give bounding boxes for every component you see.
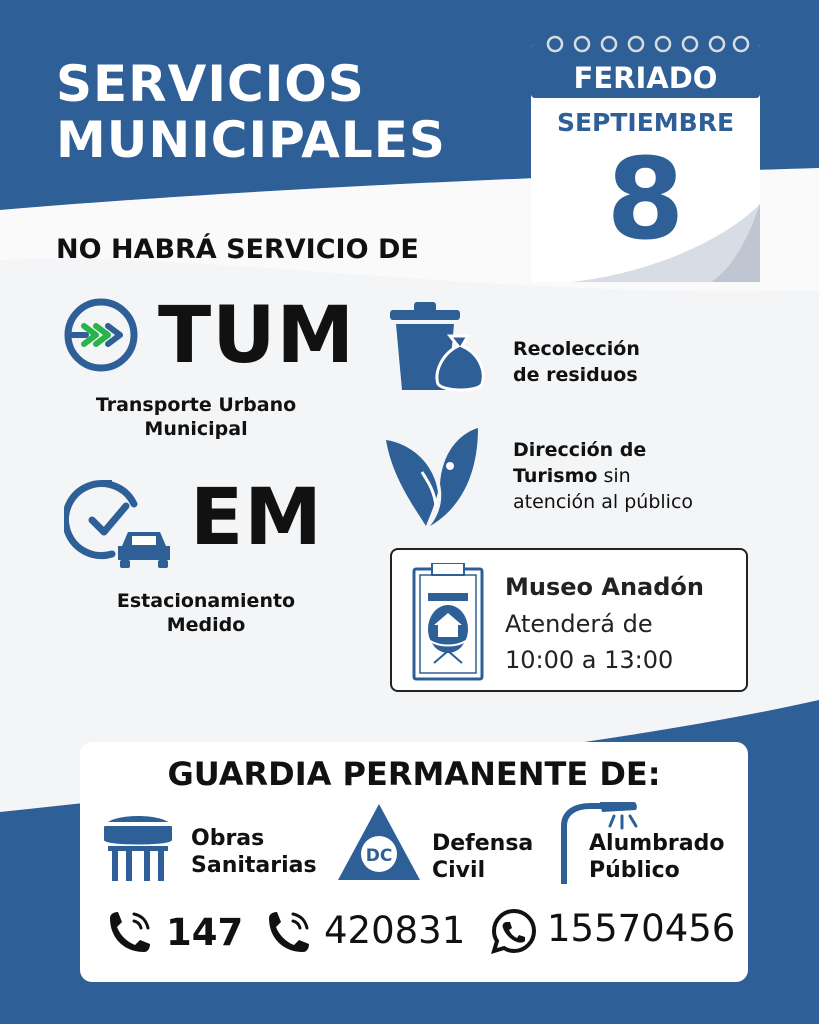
guardia-heading: GUARDIA PERMANENTE DE: [167,755,661,793]
obras-line-2: Sanitarias [191,853,317,878]
phone-number-147[interactable]: 147 [166,911,244,954]
tum-caption [60,393,332,441]
residuos-line-2: de residuos [513,364,638,386]
em-caption-line-2: Medido [166,614,246,636]
civil-defense-triangle-icon [336,802,422,882]
calendar-month: SEPTIEMBRE [556,108,735,137]
no-service-heading: NO HABRÁ SERVICIO DE [56,234,419,265]
alumbrado-line-1: Alumbrado [589,831,725,856]
turismo-line-3: atención al público [513,491,694,513]
clock-car-icon [64,476,174,568]
museo-hours: 10:00 a 13:00 [505,646,674,674]
alumbrado-line-2: Público [589,858,680,883]
tum-caption-line-1: Transporte Urbano [95,394,297,416]
turismo-line-2-rest: sin [597,465,631,487]
water-tower-icon [100,806,176,882]
residuos-text [513,336,640,388]
phone-icon [104,908,154,958]
whatsapp-icon [490,907,538,955]
phone-number-420831[interactable]: 420831 [324,909,466,952]
museo-title: Museo Anadón [505,573,704,601]
trash-bin-bag-icon [388,300,488,394]
guardia-service-alumbrado [589,830,724,884]
guardia-service-defensa [432,830,533,884]
guardia-service-obras [191,825,317,879]
tum-caption-line-2: Municipal [144,418,248,440]
em-code: EM [190,473,323,563]
obras-line-1: Obras [191,826,265,851]
defensa-line-2: Civil [432,858,486,883]
calendar-label: FERIADO [573,61,718,95]
leaf-logo-icon [382,424,482,528]
title-line-2: MUNICIPALES [56,111,446,169]
em-caption [70,589,342,637]
museum-crest-icon [412,563,484,681]
turismo-text [513,437,693,515]
residuos-line-1: Recolección [513,338,640,360]
phone-icon [263,908,313,958]
museo-hours-label: Atenderá de [505,610,653,638]
civil-defense-badge: DC [365,846,393,866]
page-title [56,56,446,168]
turismo-line-1: Dirección de [513,439,647,461]
turismo-line-2-bold: Turismo [513,465,598,487]
em-caption-line-1: Estacionamiento [116,590,296,612]
phone-number-whatsapp[interactable]: 15570456 [547,907,736,950]
title-line-1: SERVICIOS [56,55,365,113]
tum-code: TUM [158,291,356,381]
calendar-day: 8 [606,135,685,265]
calendar-rings [545,30,750,54]
defensa-line-1: Defensa [432,831,534,856]
double-arrow-circle-icon [62,296,144,374]
